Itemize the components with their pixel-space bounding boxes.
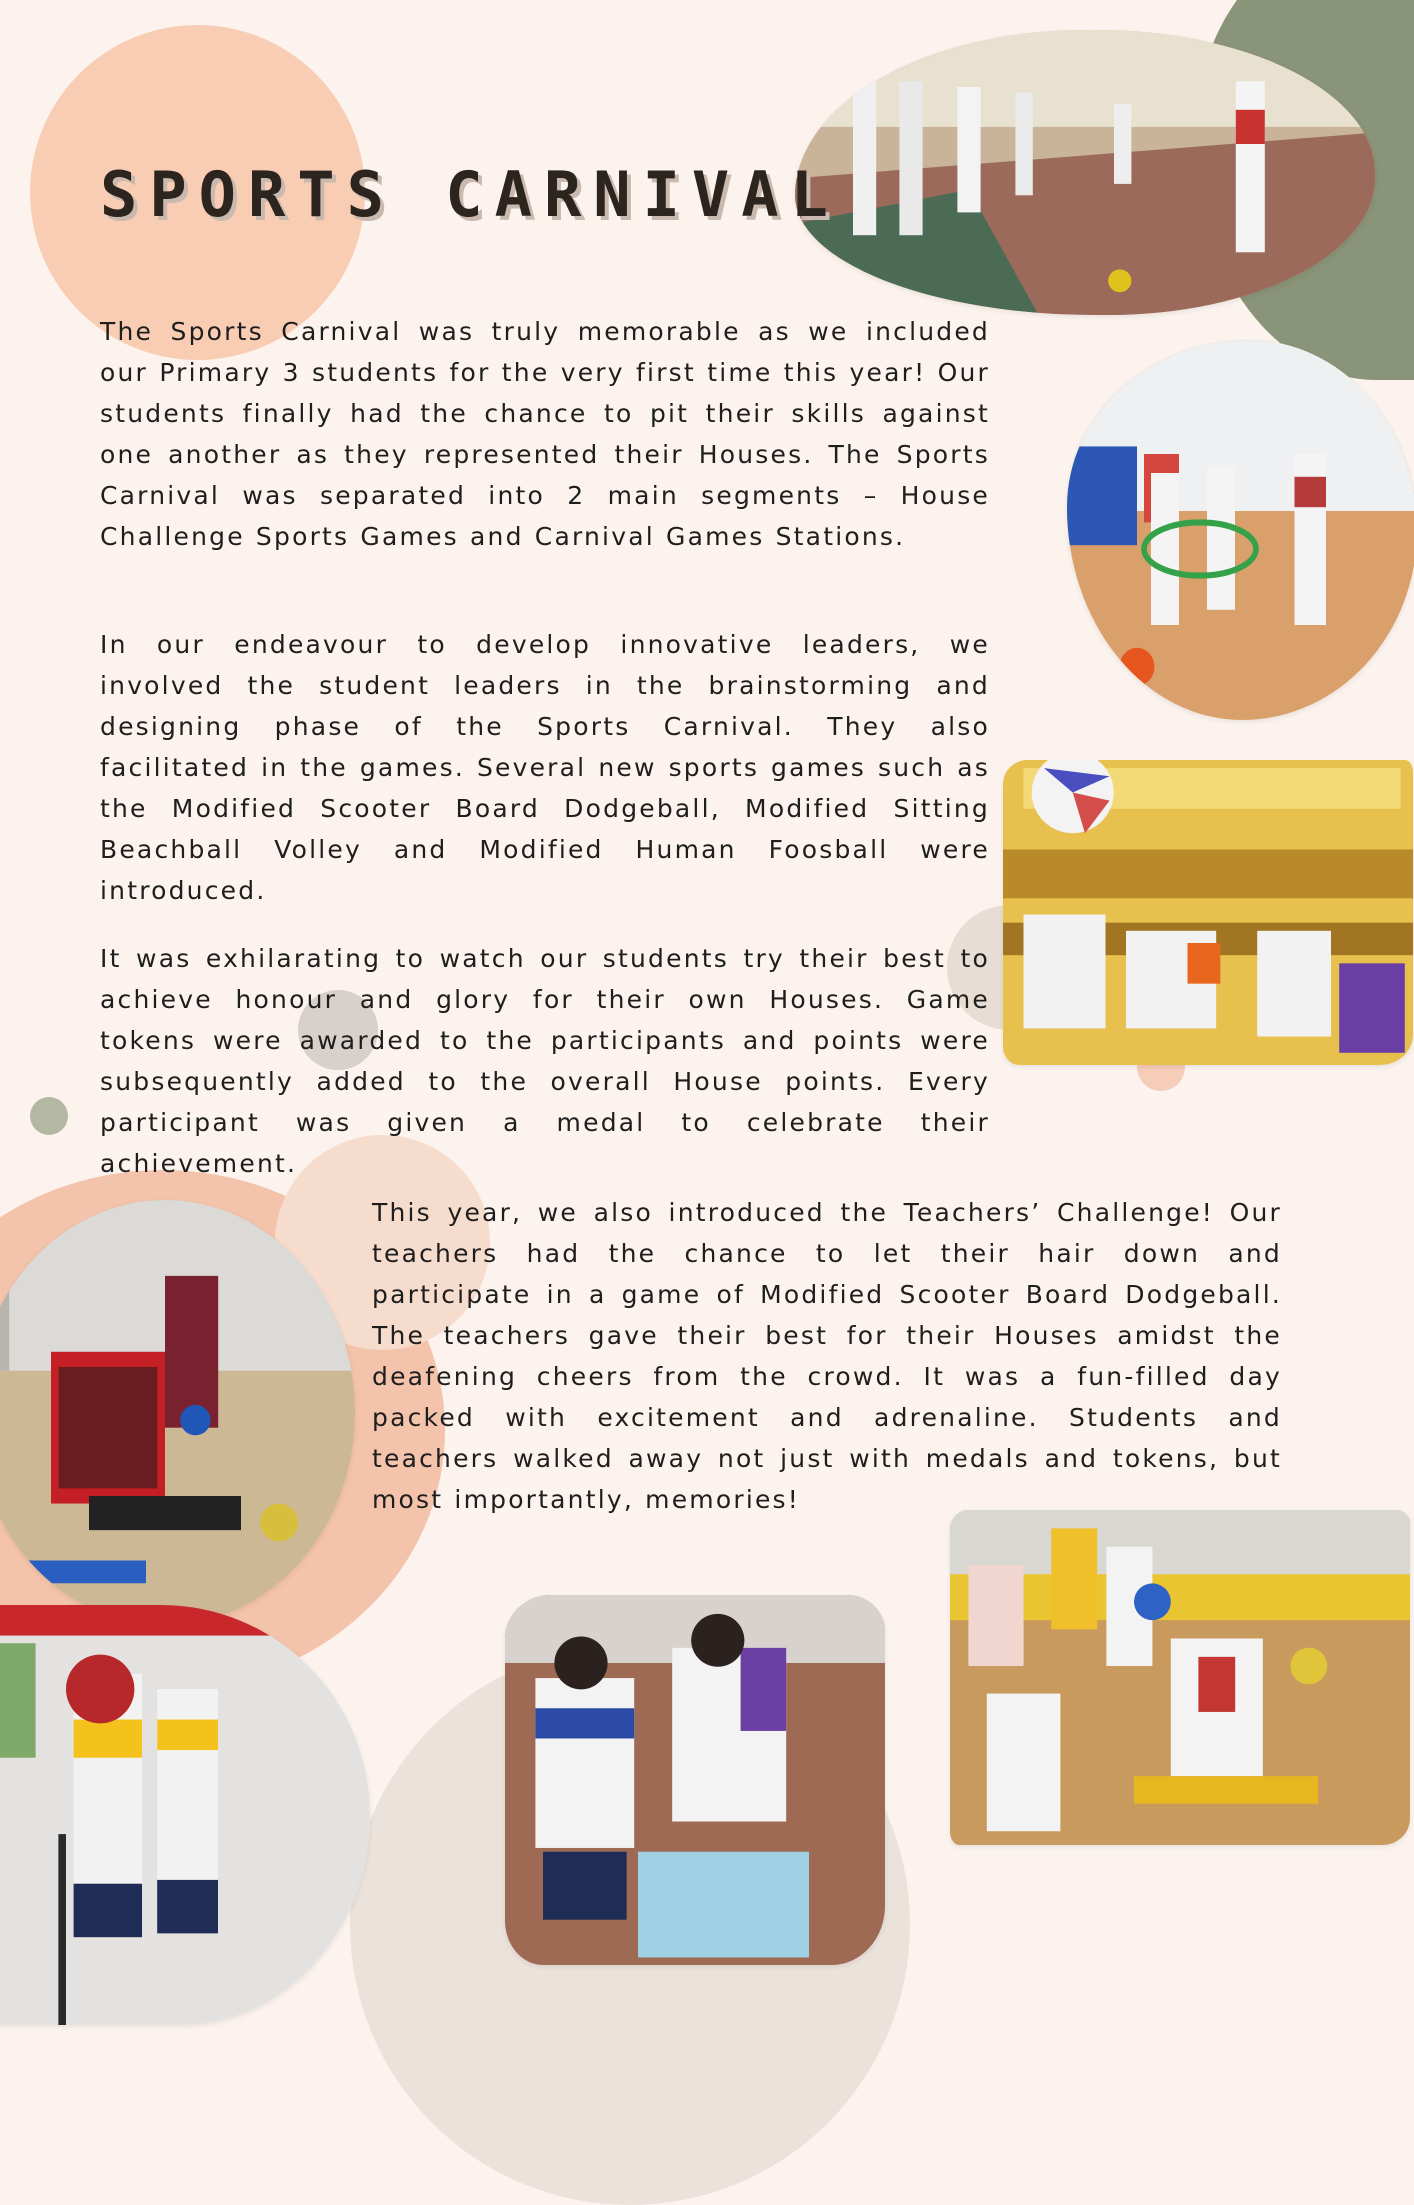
paragraph-teachers-challenge: This year, we also introduced the Teachers’ Challenge! Our teachers had the chance to let their hair down and participate in a game of Modified Scooter Board Dodgeball. The teachers gave their best for their Houses amidst the deafening cheers from the crowd. It was a fun-filled day packed with excitement and adrenaline. Students and teachers walked away not just with medals and tokens, but most importantly, memories! [372, 1198, 1282, 1514]
paragraph-intro: The Sports Carnival was truly memorable as we included our Primary 3 students for the very first time this year! Our students finally had the chance to pit their skills against one another as they represented their Houses. The Sports Carnival was separated into 2 main segments – House Challenge Sports Games and Carnival Games Stations. [100, 317, 990, 551]
paragraph-leaders: In our endeavour to develop innovative leaders, we involved the student leaders in the brainstorming and designing phase of the Sports Carnival. They also facilitated in the games. Several new sports games such as the Modified Scooter Board Dodgeball, Modified Sitting Beachball Volley and Modified Human Foosball were introduced. [100, 630, 990, 905]
photo-human-foosball [0, 1605, 370, 2025]
paragraph-houses: It was exhilarating to watch our students try their best to achieve honour and glory for their own Houses. Game tokens were awarded to the participants and points were subsequently added to the overall House points. Every participant was given a medal to celebrate their achievement. [100, 944, 990, 1178]
olive-dot [30, 1097, 68, 1135]
photo-students-hula-hoop [1067, 340, 1414, 720]
photo-students-lining-up [795, 30, 1375, 315]
photo-sitting-beachball-volley [1003, 760, 1413, 1065]
photo-carnival-games-station [505, 1595, 885, 1965]
photo-scooter-dodgeball-kids [950, 1510, 1410, 1845]
page-title: SPORTS CARNIVAL [100, 158, 840, 231]
